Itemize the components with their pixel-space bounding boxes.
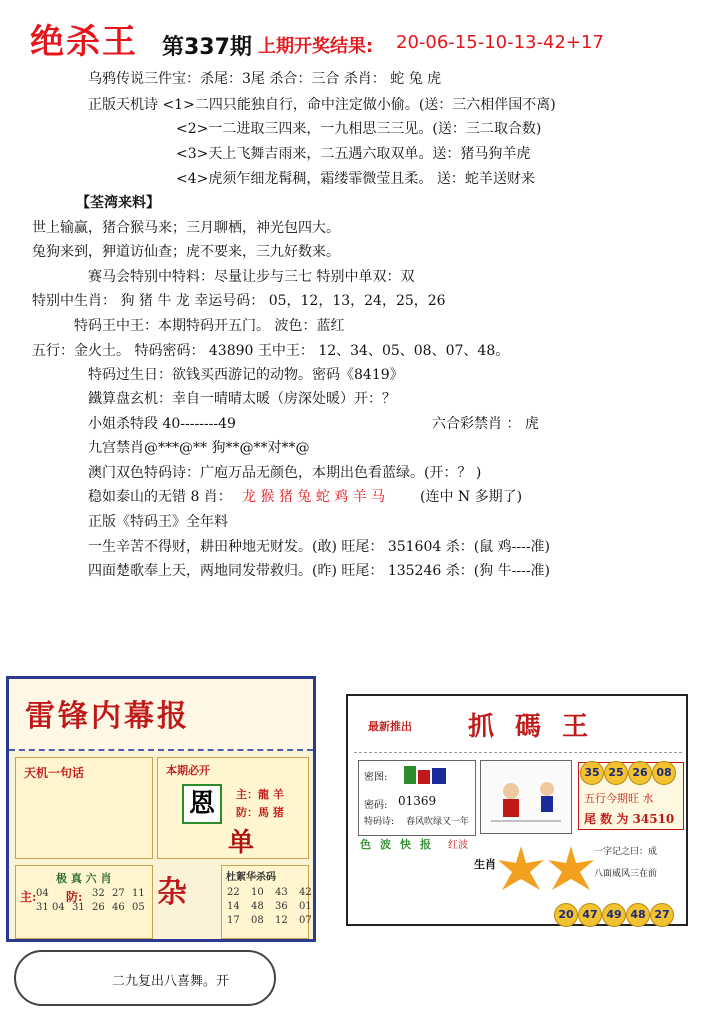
left-num-1: 31	[36, 902, 49, 913]
fang-label: 防：馬 猪	[236, 806, 284, 819]
line-racing-special: 赛马会特别中特料：尽量让步与三七 特别中单双：双	[88, 269, 415, 285]
issue-number: 第337期	[162, 35, 252, 60]
left-num-5: 04	[52, 902, 65, 913]
ball-top-1: 25	[604, 761, 628, 785]
big-char: 杂	[157, 875, 187, 910]
grid-num-4: 14	[227, 901, 240, 912]
line-poem-2: 四面楚歌奉上天，两地同发带救归。(昨) 旺尾： 135246 杀：(狗 牛----准)	[88, 563, 551, 579]
poster-zhuamawang-title: 抓 碼 王	[468, 712, 595, 742]
zhu-label: 主：龍 羊	[236, 788, 284, 801]
line-nine-palace: 九宫禁肖@***@** 狗**@**对**@	[88, 440, 310, 456]
line-macau-poem: 澳门双色特码诗：广庖万品无颜色，本期出色看蓝绿。(开：？ )	[88, 465, 482, 481]
kill-grid-title: 杜絮华杀码	[226, 872, 276, 883]
ball-top-3: 08	[652, 761, 676, 785]
wuxing-text: 五行今期旺 水	[584, 792, 654, 805]
left-num-0: 04	[36, 888, 49, 899]
left-num-4: 11	[132, 888, 145, 899]
cartoon-image	[480, 760, 572, 834]
line-tianji-1: 正版天机诗 <1>二四只能独自行，命中注定做小偷。(送：三六相伴国不离)	[88, 97, 556, 113]
poster-leifeng-header	[9, 679, 313, 751]
six-zodiac-title: 极 真 六 肖	[56, 872, 112, 885]
ball-bottom-0: 20	[554, 903, 578, 927]
line-birthday: 特码过生日：欲钱买西游记的动物。密码《8419》	[88, 367, 404, 383]
poster-divider	[354, 752, 682, 754]
grid-num-6: 36	[275, 901, 288, 912]
last-result-numbers: 20-06-15-10-13-42+17	[396, 32, 604, 53]
line-miss-kill: 小姐杀特段 40--------49	[88, 416, 236, 432]
grid-num-10: 12	[275, 915, 288, 926]
poster-tag: 最新推出	[368, 720, 412, 733]
line-special-zodiac: 特别中生肖： 狗 猪 牛 龙 幸运号码： 05，12，13，24，25，26	[32, 293, 446, 309]
line-tianji-4: <4>虎须乍细龙髯稠，霜缕霏微莹且柔。 送：蛇羊送财来	[176, 171, 535, 187]
tag-2: 快	[400, 838, 411, 851]
starburst-icon	[498, 846, 544, 892]
must-open-box	[157, 757, 309, 859]
tag-1: 波	[380, 838, 391, 851]
last-result-label: 上期开奖结果:	[258, 36, 374, 57]
six-zodiac-box	[15, 865, 153, 939]
eight-directions: 八面威风三在前	[594, 869, 658, 879]
code-label: 密码:	[364, 800, 388, 811]
ball-bottom-2: 49	[602, 903, 626, 927]
line-tianji-3: <3>天上飞舞吉雨来，二五遇六取双单。送：猪马狗羊虎	[176, 146, 531, 162]
grid-num-5: 48	[251, 901, 264, 912]
line-king-code: 特码王中王：本期特码开五门。 波色：蓝红	[74, 318, 345, 334]
line-crow-legend: 乌鸦传说三件宝：杀尾：3尾 杀合：三合 杀肖： 蛇 兔 虎	[88, 71, 442, 87]
must-open-title: 本期必开	[166, 764, 210, 777]
shengxiao-label: 生肖	[474, 858, 496, 871]
single-char: 单	[228, 828, 255, 858]
poster-leifeng-title: 雷锋内幕报	[25, 699, 190, 734]
line-poem-1: 一生辛苦不得财，耕田种地无财发。(敢) 旺尾： 351604 杀：(鼠 鸡----准)	[88, 539, 551, 555]
tag-extra: 红波	[448, 840, 468, 851]
poster-leifeng	[6, 676, 316, 942]
ball-bottom-3: 48	[626, 903, 650, 927]
pingte-poem: 一字记之曰：成	[594, 847, 658, 857]
line-quanwan-1: 世上输赢，猪合猴马来；三月聊栖，神光包四大。	[32, 220, 340, 236]
line-quanwan-2: 兔狗来到，狎道访仙查；虎不要来，三九好数来。	[32, 244, 340, 260]
starburst-icon-2	[548, 846, 594, 892]
ball-top-2: 26	[628, 761, 652, 785]
line-tianji-2: <2>一二进取三四来，一九相思三三见。(送：三二取合数)	[176, 121, 542, 137]
main-char: 恩	[182, 784, 222, 824]
ball-bottom-1: 47	[578, 903, 602, 927]
grid-num-7: 01	[299, 901, 312, 912]
poster-zhuamawang	[346, 694, 688, 926]
cloud-text: 二九复出八喜舞。开	[112, 974, 230, 989]
grid-num-3: 42	[299, 887, 312, 898]
grid-num-8: 17	[227, 915, 240, 926]
line-forbidden-zodiac: 六合彩禁肖 ： 虎	[432, 416, 539, 432]
poem-value: 春风吹绿又一年	[406, 817, 470, 827]
left-num-6: 31	[72, 902, 85, 913]
left-num-2: 32	[92, 888, 105, 899]
tianji-box-title: 天机一句话	[24, 766, 85, 780]
tag-3: 报	[420, 838, 431, 851]
line-eight-zodiac-label: 稳如泰山的无错 8 肖：	[88, 489, 232, 505]
left-num-9: 05	[132, 902, 145, 913]
password-logo-icon	[404, 766, 448, 786]
line-abacus: 鐵算盘玄机：幸自一晴晴太暖（房深处暖）开：？	[88, 391, 396, 407]
tag-0: 色	[360, 838, 371, 851]
ball-bottom-4: 27	[650, 903, 674, 927]
password-label: 密图:	[364, 772, 388, 783]
left-num-8: 46	[112, 902, 125, 913]
left-num-7: 26	[92, 902, 105, 913]
grid-num-0: 22	[227, 887, 240, 898]
grid-num-11: 07	[299, 915, 312, 926]
line-yearly-title: 正版《特码王》全年料	[88, 514, 228, 530]
grid-num-2: 43	[275, 887, 288, 898]
tail-text: 尾 数 为 34510	[584, 812, 675, 826]
logo-title: 绝杀王	[30, 22, 138, 62]
ball-top-0: 35	[580, 761, 604, 785]
line-eight-zodiac-note: (连中 N 多期了)	[420, 489, 523, 505]
line-eight-zodiac-values: 龙 猴 猪 兔 蛇 鸡 羊 马	[242, 489, 386, 505]
line-five-elements: 五行：金火土。 特码密码： 43890 王中王： 12、34、05、08、07、48。	[32, 343, 510, 359]
tianji-box	[15, 757, 153, 859]
fang2-label: 防:	[66, 890, 83, 904]
line-quanwan-heading: 【荃湾来料】	[76, 195, 160, 211]
zhu2-label: 主:	[20, 890, 37, 904]
code-value: 01369	[398, 794, 437, 808]
grid-num-9: 08	[251, 915, 264, 926]
grid-num-1: 10	[251, 887, 264, 898]
poem-label: 特码诗:	[364, 817, 395, 827]
cloud-bubble	[14, 950, 276, 1006]
left-num-3: 27	[112, 888, 125, 899]
